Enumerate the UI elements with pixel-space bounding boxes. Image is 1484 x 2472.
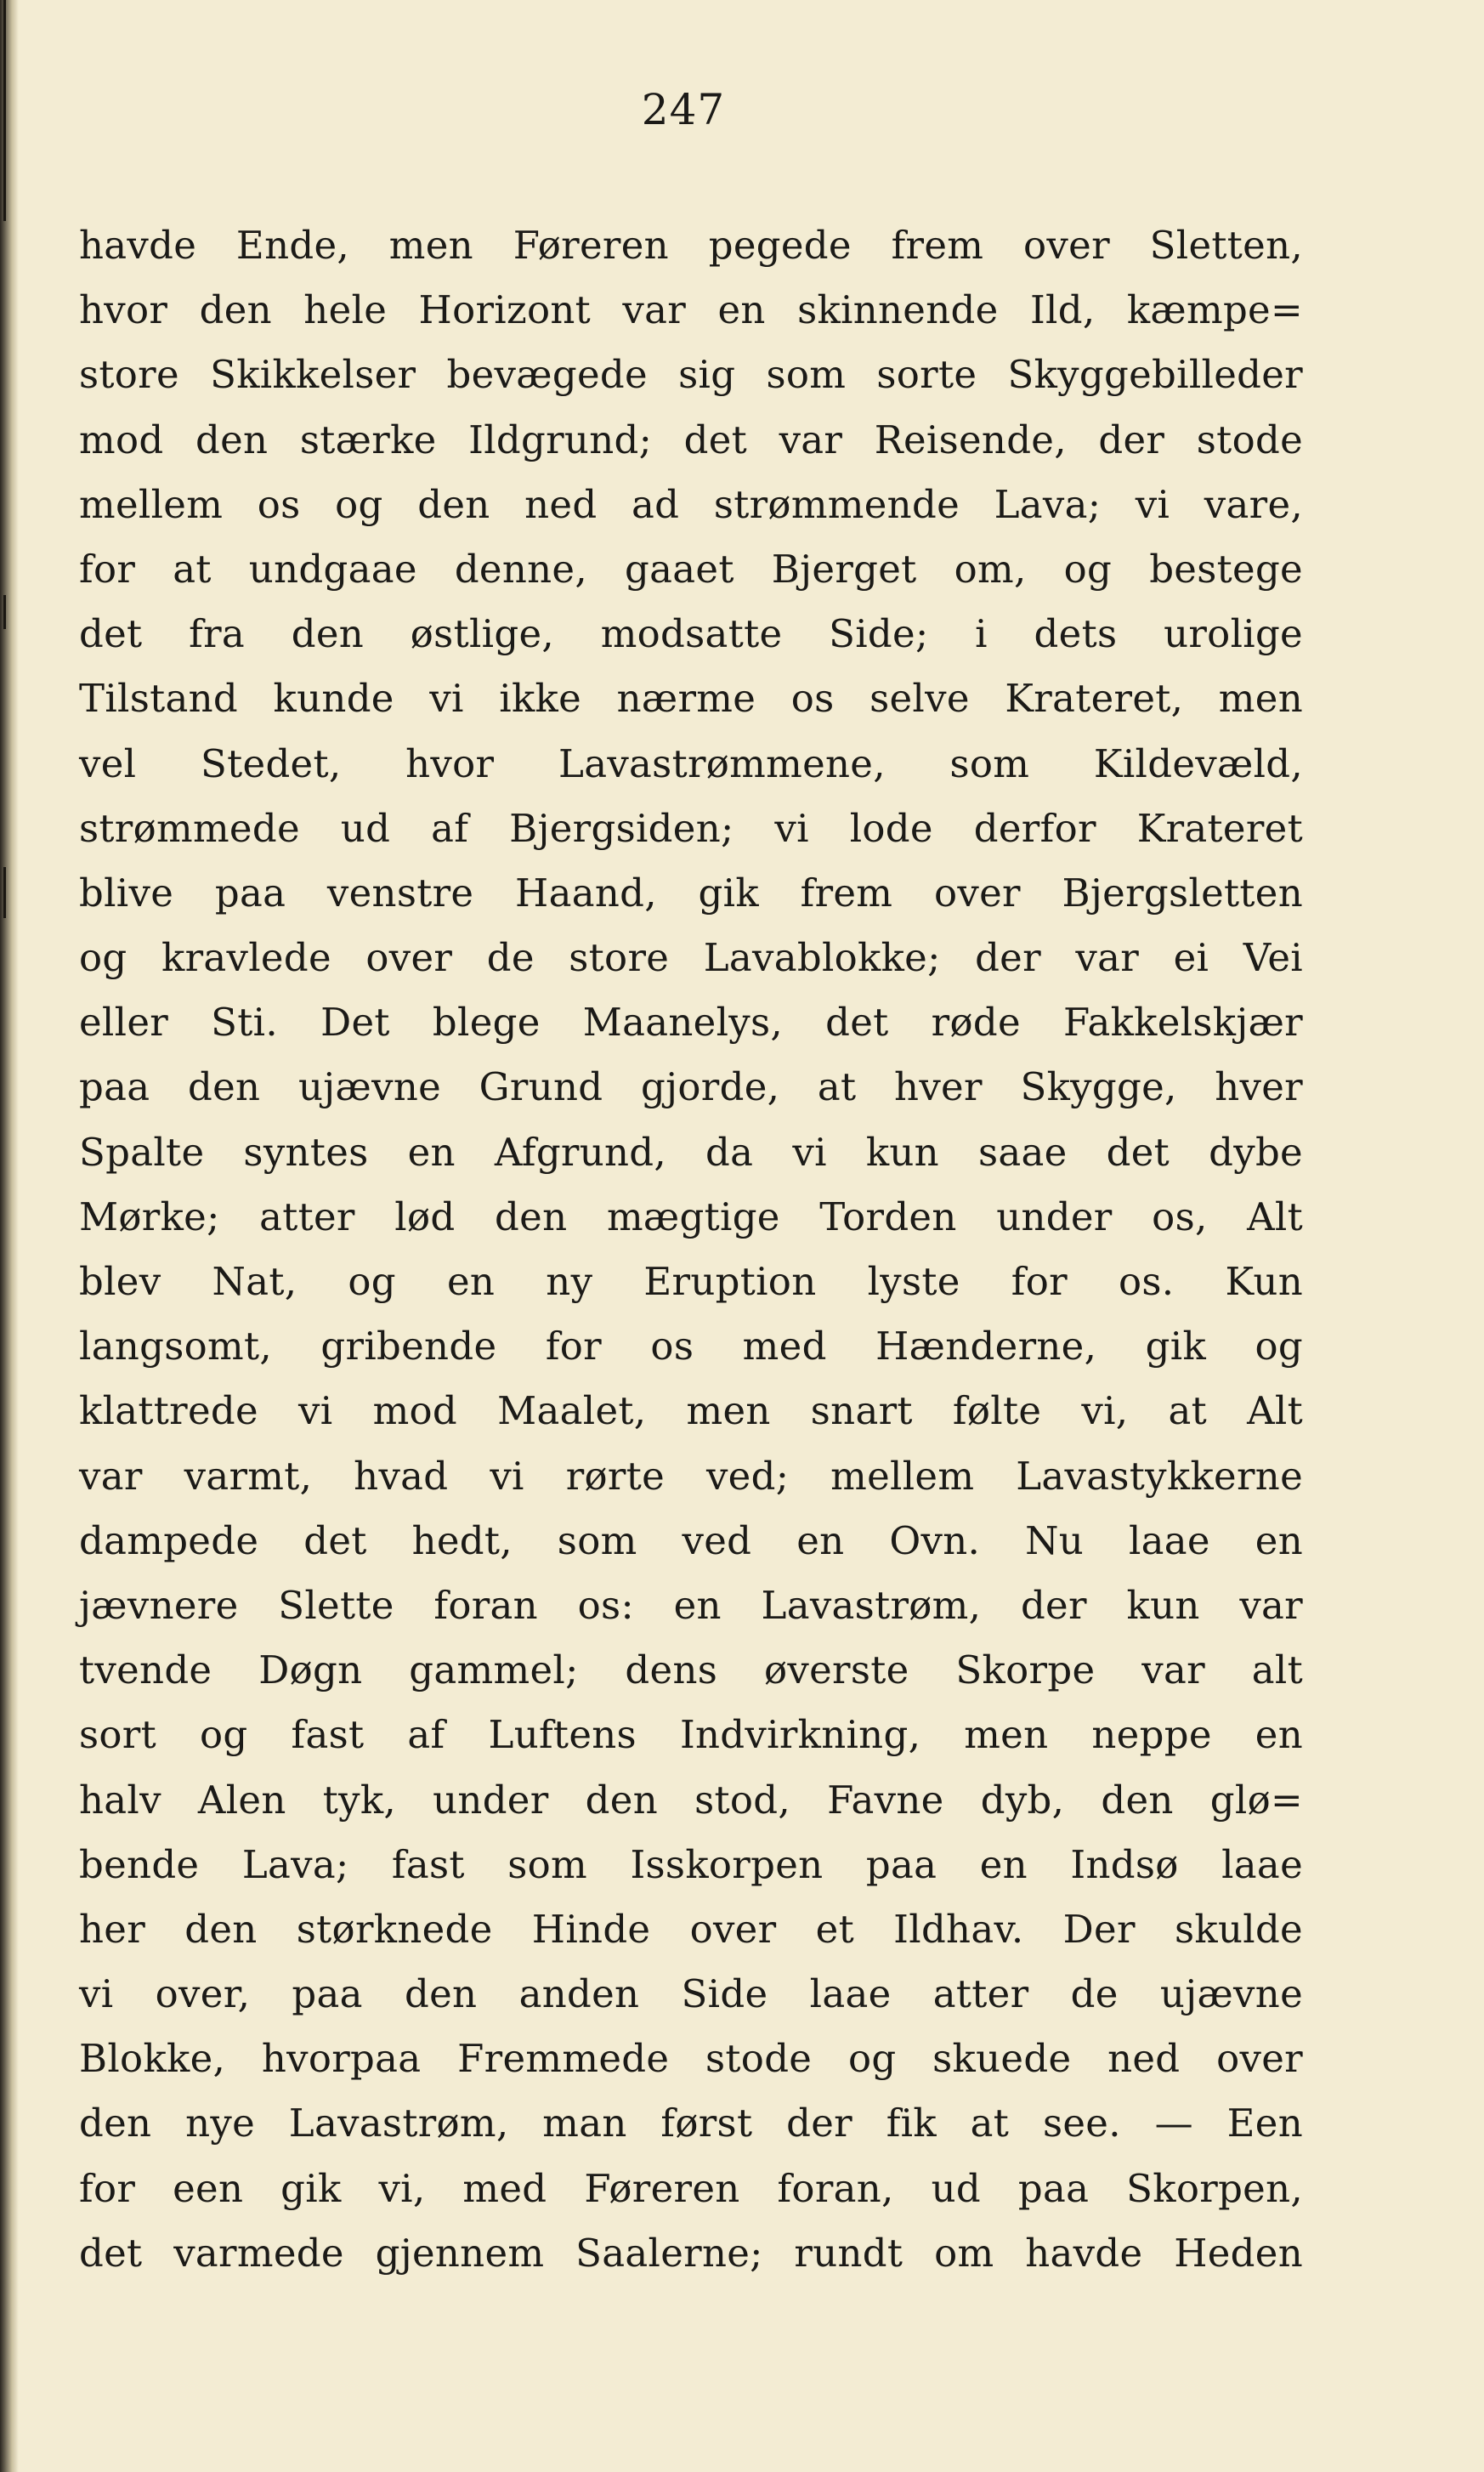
text-line: for at undgaae denne, gaaet Bjerget om, og bestege — [79, 546, 1303, 592]
text-line: jævnere Slette foran os: en Lavastrøm, der kun var — [79, 1582, 1303, 1628]
text-line: paa den ujævne Grund gjorde, at hver Skygge, hver — [79, 1064, 1303, 1110]
text-line: strømmede ud af Bjergsiden; vi lode derfor Krateret — [79, 805, 1303, 851]
text-line: og kravlede over de store Lavablokke; der var ei Vei — [79, 935, 1303, 981]
text-line: sort og fast af Luftens Indvirkning, men neppe en — [79, 1712, 1303, 1758]
text-line: Blokke, hvorpaa Fremmede stode og skuede ned over — [79, 2036, 1303, 2082]
page-number: 247 — [641, 85, 726, 134]
text-line: halv Alen tyk, under den stod, Favne dyb, den glø= — [79, 1777, 1303, 1823]
text-line: var varmt, hvad vi rørte ved; mellem Lavastykkerne — [79, 1453, 1303, 1499]
text-line: Spalte syntes en Afgrund, da vi kun saae det dybe — [79, 1129, 1303, 1175]
text-line: hvor den hele Horizont var en skinnende Ild, kæmpe= — [79, 287, 1303, 333]
text-line: klattrede vi mod Maalet, men snart følte vi, at Alt — [79, 1388, 1303, 1434]
text-line: dampede det hedt, som ved en Ovn. Nu laae en — [79, 1517, 1303, 1563]
page-gutter-edge — [0, 0, 19, 2472]
body-text — [79, 213, 1303, 2286]
text-line: blive paa venstre Haand, gik frem over Bjergsletten — [79, 870, 1303, 916]
gutter-shadow-mark — [3, 595, 6, 629]
text-line: tvende Døgn gammel; dens øverste Skorpe var alt — [79, 1647, 1303, 1693]
text-line: Mørke; atter lød den mægtige Torden under os, Alt — [79, 1193, 1303, 1239]
text-line: det varmede gjennem Saalerne; rundt om havde Heden — [79, 2230, 1303, 2276]
text-line: det fra den østlige, modsatte Side; i dets urolige — [79, 611, 1303, 657]
text-line: Tilstand kunde vi ikke nærme os selve Krateret, men — [79, 676, 1303, 722]
gutter-shadow-mark — [3, 867, 6, 918]
text-line: blev Nat, og en ny Eruption lyste for os. Kun — [79, 1259, 1303, 1304]
text-line: langsomt, gribende for os med Hænderne, gik og — [79, 1324, 1303, 1369]
text-line: bende Lava; fast som Isskorpen paa en Indsø laae — [79, 1841, 1303, 1887]
text-line: her den størknede Hinde over et Ildhav. Der skulde — [79, 1906, 1303, 1952]
text-line: store Skikkelser bevægede sig som sorte Skyggebilleder — [79, 352, 1303, 398]
text-line: for een gik vi, med Føreren foran, ud paa Skorpen, — [79, 2165, 1303, 2211]
text-line: havde Ende, men Føreren pegede frem over Sletten, — [79, 223, 1303, 268]
text-line: vi over, paa den anden Side laae atter de ujævne — [79, 1971, 1303, 2017]
text-line: vel Stedet, hvor Lavastrømmene, som Kildevæld, — [79, 740, 1303, 786]
text-line: mellem os og den ned ad strømmende Lava; vi vare, — [79, 481, 1303, 527]
text-line: den nye Lavastrøm, man først der fik at see. — Een — [79, 2101, 1303, 2146]
text-line: eller Sti. Det blege Maanelys, det røde Fakkelskjær — [79, 1000, 1303, 1046]
text-line: mod den stærke Ildgrund; det var Reisende, der stode — [79, 417, 1303, 462]
